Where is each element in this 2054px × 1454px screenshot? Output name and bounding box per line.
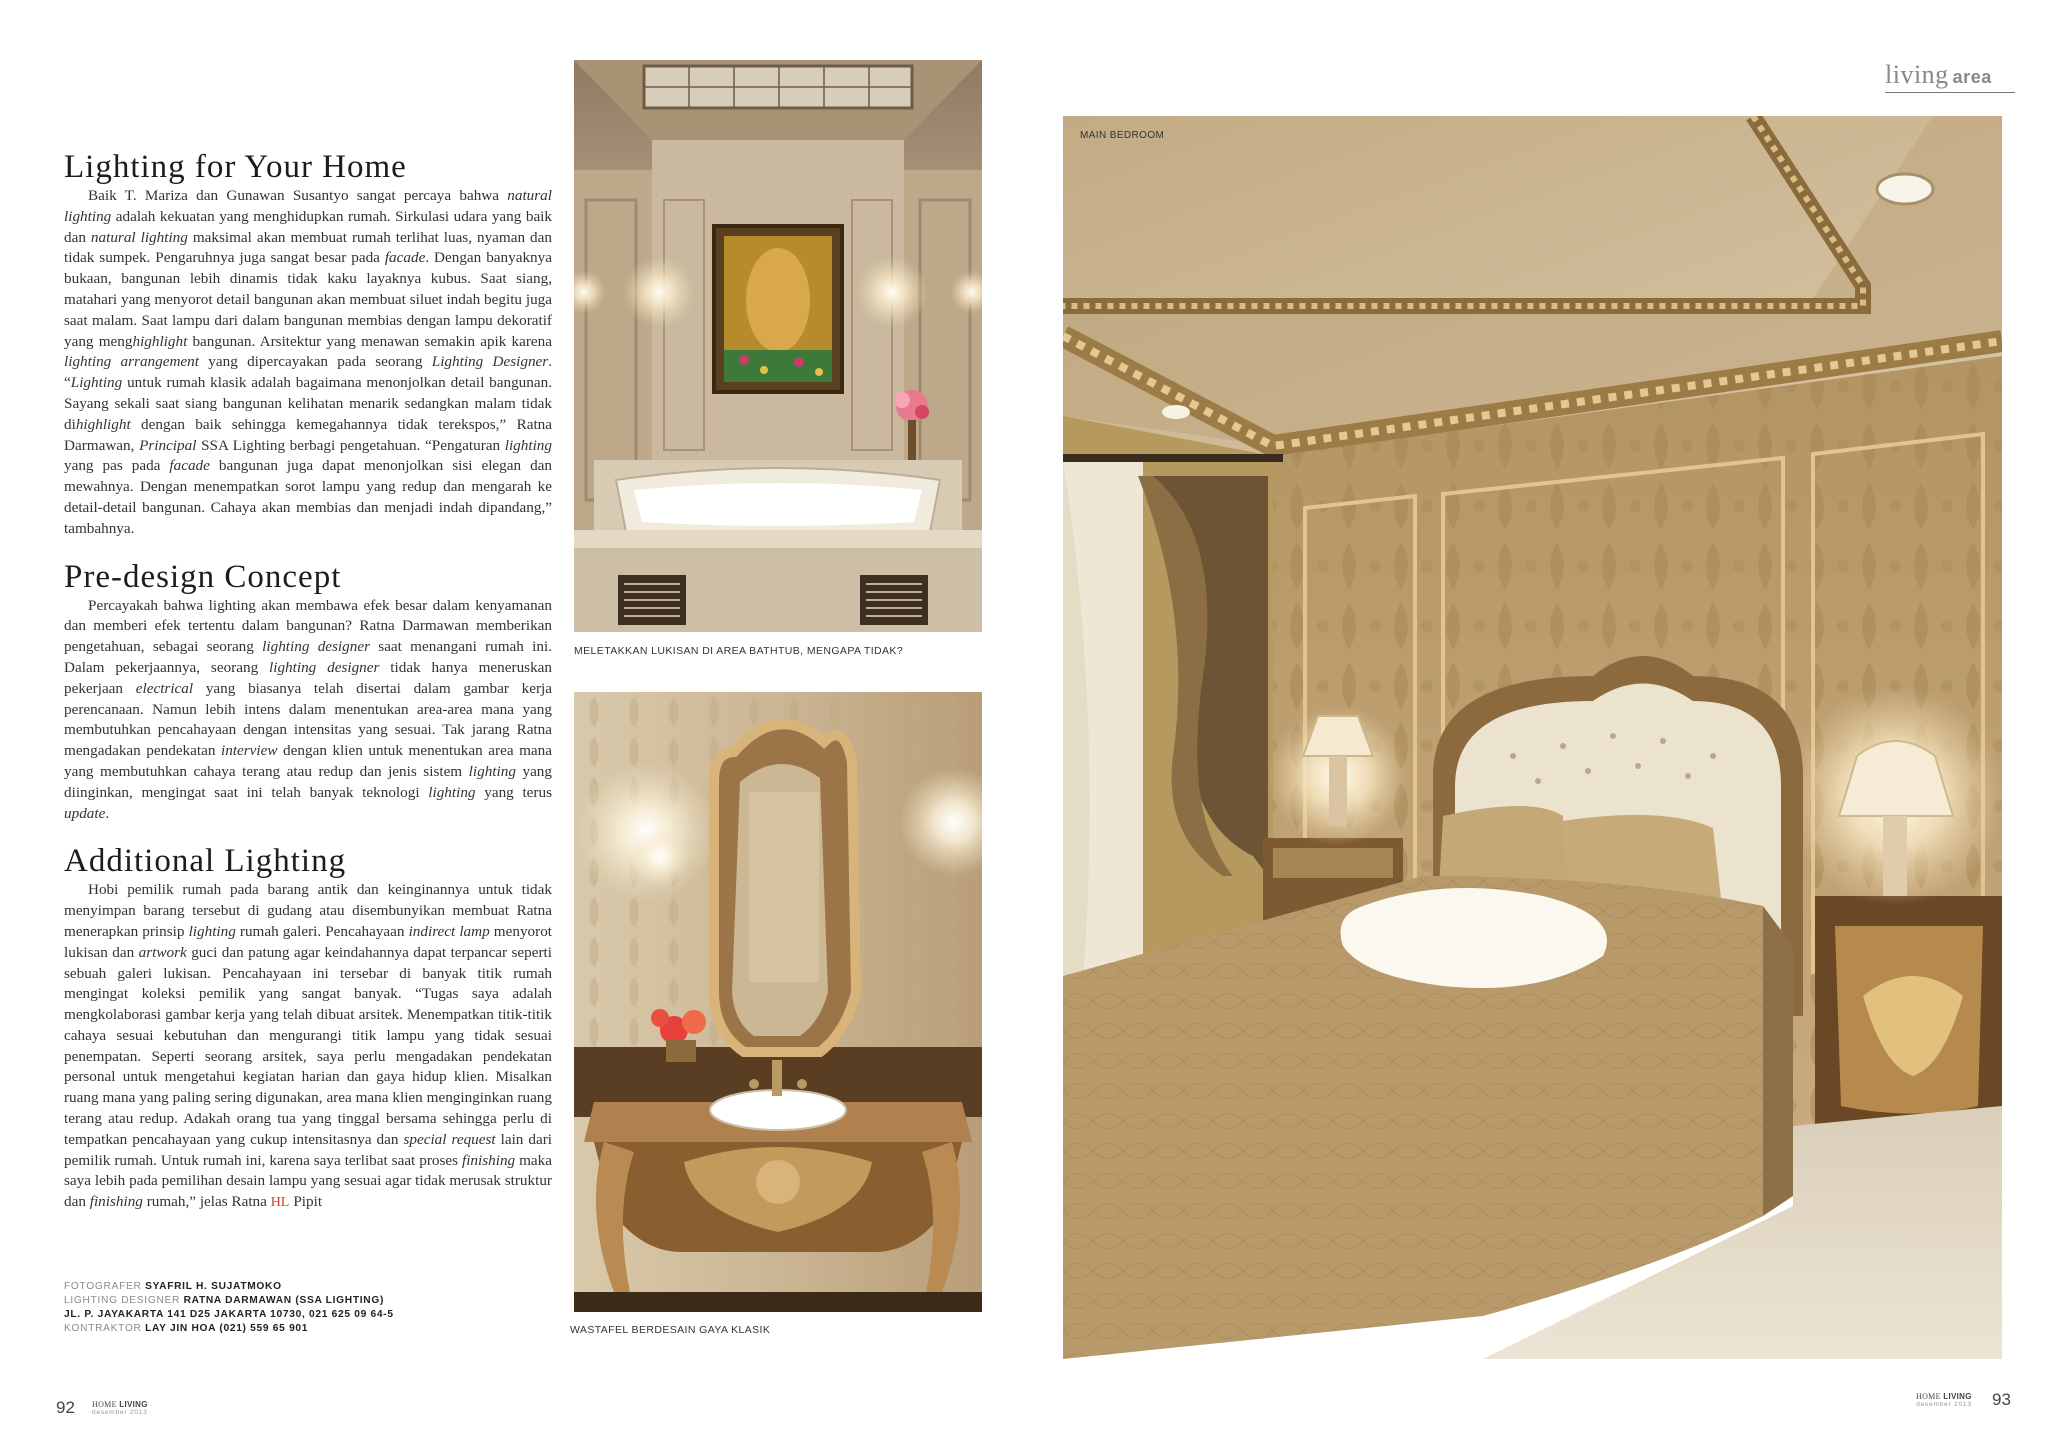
magazine-logo-right: HOME LIVING desember 2013	[1916, 1392, 1972, 1408]
italic-term: lighting	[468, 762, 516, 780]
text-run: yang terus	[475, 783, 552, 801]
photo-credits	[64, 1280, 504, 1336]
text-run: guci dan patung agar keindahannya dapat terpancar seperti sebuah galeri lukisan. Pencahayaan ini tersebar di banyak titik rumah mengingat koleksi pemilik yang sangat banyak. “Tugas saya adalah mengkolaborasi gambar kerja yang telah dibuat arsitek. Menempatkan titik-titik cahaya sesuai kebutuhan dan mengurangi titik lampu yang tidak sesuai penempatan. Seperti seorang arsitek, saya perlu mengadakan pendekatan personal untuk mengetahui kegiatan harian dan gaya hidup klien. Misalkan ruang mana yang paling sering digunakan, area mana klien menginginkan ruang terang atau redup. Adakah orang tua yang tinggal bersama sehingga perlu di tempatkan pencahayaan yang cukup intensitasnya dan	[64, 943, 552, 1148]
italic-term: Principal	[139, 436, 197, 454]
italic-term: natural lighting	[64, 187, 552, 225]
text-run: lain dari pemilik rumah. Untuk rumah ini, karena saya terlibat saat proses	[64, 1130, 552, 1169]
paragraph-additional-lighting	[64, 880, 552, 1214]
paragraph-lighting-for-your-home	[64, 186, 552, 540]
italic-term: facade	[384, 249, 426, 267]
hl-signature-mark: HL	[270, 1195, 290, 1211]
italic-term: highlight	[75, 415, 131, 433]
section-header	[1885, 60, 1992, 90]
article-column	[64, 148, 552, 1214]
text-run: saat menangani rumah ini. Dalam pekerjaannya, seorang	[64, 638, 552, 676]
text-run: rumah galeri. Pencahayaan	[235, 922, 409, 940]
heading-pre-design-concept: Pre-design Concept	[64, 558, 342, 595]
text-run: Percayakah bahwa lighting akan membawa efek besar dalam kenyamanan dan memberi efek tertentu dalam bangunan? Ratna Darmawan memberikan pengetahuan, sebagai seorang	[64, 596, 552, 656]
text-run: . “	[64, 353, 552, 392]
caption-main-bedroom: MAIN BEDROOM	[1080, 130, 1165, 141]
washbasin-illustration	[574, 692, 982, 1312]
italic-term: indirect lamp	[408, 922, 490, 940]
italic-term: lighting	[428, 783, 476, 801]
text-run: menyorot lukisan dan	[64, 922, 553, 961]
text-run: adalah kekuatan yang menghidupkan rumah. Sirkulasi udara yang baik dan	[64, 207, 552, 246]
page-number-right: 93	[1992, 1390, 2011, 1409]
text-run: tidak hanya meneruskan pekerjaan	[64, 658, 552, 697]
text-run: maksimal akan membuat rumah terlihat luas, nyaman dan tidak sumpek. Pengaruhnya juga sangat besar pada	[64, 228, 552, 267]
text-run: yang dipercayakan pada seorang	[199, 353, 432, 371]
text-run: SSA Lighting berbagi pengetahuan. “Pengaturan	[196, 436, 505, 454]
italic-term: interview	[221, 742, 278, 760]
author-name: Pipit	[293, 1193, 323, 1211]
text-run: yang biasanya telah disertai dalam gambar kerja perencanaan. Namun lebih intens dalam menentukan area-area mana yang membutuhkan pencahayaan dengan intensitas yang sesuai. Tak jarang Ratna mengadakan pendekatan	[64, 679, 553, 760]
italic-term: artwork	[138, 943, 187, 961]
italic-term: Lighting	[70, 374, 123, 392]
photo-washbasin	[574, 692, 982, 1312]
text-run: . Dengan banyaknya bukaan, bangunan lebih dinamis tidak kaku layaknya kubus. Saat siang, matahari yang menyorot detail bangunan akan membuat siluet indah begitu juga saat malam. Saat lampu dari dalam bangunan membias dengan lampu dekoratif yang meng	[64, 249, 552, 350]
italic-term: finishing	[461, 1151, 516, 1169]
text-run: Hobi pemilik rumah pada barang antik dan keinginannya untuk tidak menyimpan barang tersebut di gudang atau disembunyikan membuat Ratna menerapkan prinsip	[64, 881, 552, 940]
heading-lighting-for-your-home: Lighting for Your Home	[64, 149, 407, 185]
italic-term: update	[64, 804, 106, 822]
text-run: bangunan juga dapat menonjolkan sisi elegan dan mewahnya. Dengan menempatkan sorot lampu yang redup dan mengarah ke detail-detail bangunan. Cahaya akan membias dan menjadi indah dipandang,” tambahnya.	[64, 457, 552, 537]
italic-term: lighting	[504, 436, 552, 454]
text-run: yang diinginkan, mengingat saat ini telah banyak teknologi	[64, 762, 552, 801]
photo-bathtub	[574, 60, 982, 632]
text-run: maka saya lebih pada pemilihan desain lampu yang sesuai agar tidak merusak struktur dan	[64, 1151, 552, 1211]
paragraph-pre-design-concept	[64, 596, 552, 825]
caption-bathtub: MELETAKKAN LUKISAN DI AREA BATHTUB, MENGAPA TIDAK?	[574, 645, 904, 657]
credit-line: JL. P. JAYAKARTA 141 D25 JAKARTA 10730, 021 625 09 64-5	[64, 1309, 394, 1320]
italic-term: lighting designer	[262, 638, 370, 656]
text-run: dengan klien untuk menentukan area mana yang membutuhkan cahaya terang atau redup dan jenis sistem	[64, 742, 552, 780]
page-number-left: 92	[56, 1398, 75, 1417]
italic-term: facade	[169, 457, 210, 475]
italic-term: natural lighting	[90, 228, 188, 246]
italic-term: lighting designer	[269, 658, 380, 676]
italic-term: highlight	[132, 332, 188, 350]
bedroom-illustration	[1063, 116, 2002, 1359]
text-run: untuk rumah klasik adalah bagaimana menonjolkan detail bangunan. Sayang sekali saat siang bangunan kelihatan menarik sedangkan malam tidak di	[64, 374, 552, 433]
credit-line: LIGHTING DESIGNER RATNA DARMAWAN (SSA LIGHTING)	[64, 1295, 385, 1306]
text-run: dengan baik sehingga kemegahannya tidak terekspos,” Ratna Darmawan,	[64, 415, 552, 454]
italic-term: electrical	[135, 679, 194, 697]
photo-main-bedroom	[1063, 116, 2002, 1359]
text-run: .	[105, 804, 110, 822]
heading-additional-lighting: Additional Lighting	[64, 843, 347, 880]
text-run: bangunan. Arsitektur yang menawan semakin apik karena	[187, 332, 552, 350]
bathtub-illustration	[574, 60, 982, 632]
section-word-area: area	[1952, 67, 1992, 87]
italic-term: Lighting Designer	[431, 353, 549, 371]
text-run: yang pas pada	[64, 457, 170, 475]
caption-washbasin: WASTAFEL BERDESAIN GAYA KLASIK	[570, 1324, 771, 1336]
text-run: rumah,” jelas Ratna	[142, 1193, 271, 1211]
italic-term: lighting arrangement	[64, 353, 199, 371]
italic-term: special request	[403, 1130, 496, 1148]
text-run: Baik T. Mariza dan Gunawan Susantyo sangat percaya bahwa	[88, 187, 508, 204]
italic-term: lighting	[188, 922, 236, 940]
magazine-logo-left: HOME LIVING desember 2013	[92, 1400, 148, 1416]
italic-term: finishing	[89, 1193, 143, 1211]
header-rule	[1885, 92, 2015, 93]
section-word-living: living	[1885, 60, 1949, 89]
vent-grill-left	[618, 575, 686, 625]
credit-line: FOTOGRAFER SYAFRIL H. SUJATMOKO	[64, 1281, 282, 1292]
credit-line: KONTRAKTOR LAY JIN HOA (021) 559 65 901	[64, 1323, 309, 1334]
vent-grill-right	[860, 575, 928, 625]
